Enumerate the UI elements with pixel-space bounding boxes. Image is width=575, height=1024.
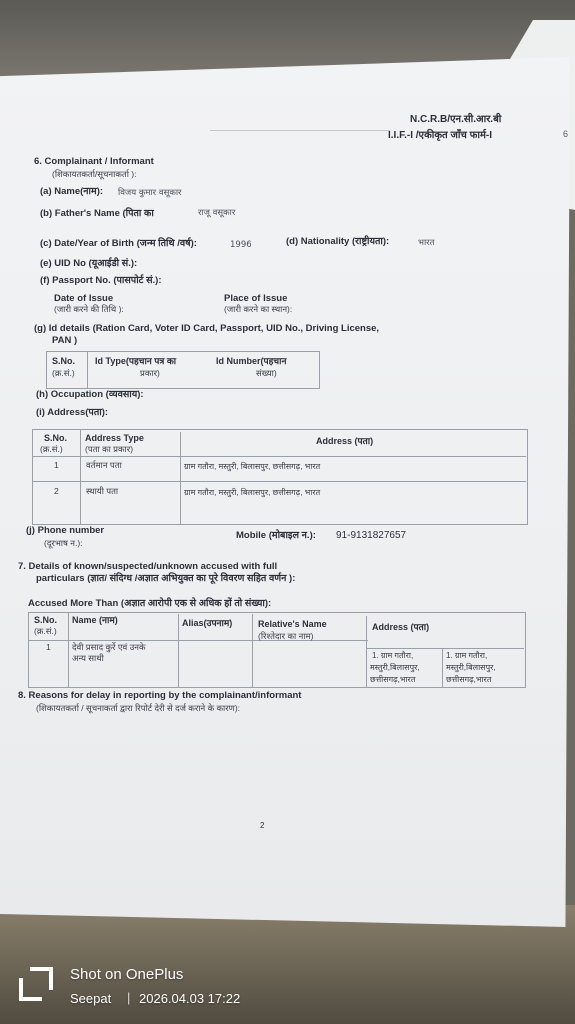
- accused-more-than: Accused More Than (अज्ञात आरोपी एक से अधिक हों तो संख्या):: [28, 598, 272, 609]
- accused-row-address-2-l1: 1. ग्राम गतौरा,: [446, 651, 488, 660]
- section6-title-hi: (शिकायतकर्ता/सूचनाकर्ता ):: [52, 169, 137, 179]
- address-table-divider-2: [180, 432, 181, 524]
- nationality-value: भारत: [418, 238, 435, 248]
- accused-table-divider-2: [178, 614, 179, 687]
- date-of-issue-label: Date of Issue: [54, 293, 114, 304]
- id-col-sno: S.No.: [52, 356, 76, 366]
- header-ncrb: N.C.R.B/एन.सी.आर.बी: [410, 114, 502, 125]
- id-col-number: Id Number(पहचान: [216, 356, 287, 366]
- father-name-value: राजू वसूकार: [198, 208, 236, 218]
- id-details-label: (g) Id details (Ration Card, Voter ID Card, Passport, UID No., Driving License,: [34, 323, 380, 334]
- addr-col-address: Address (पता): [316, 436, 374, 446]
- addr-row-1-type: वर्तमान पता: [86, 460, 122, 470]
- address-table-header-rule: [32, 456, 526, 457]
- addr-col-sno-hi: (क्र.सं.): [40, 444, 63, 454]
- accused-row-sno: 1: [46, 642, 51, 652]
- accused-col-alias: Alias(उपनाम): [182, 618, 233, 628]
- section7-title: 7. Details of known/suspected/unknown accused with full: [18, 561, 278, 572]
- section8-title-hi: (शिकायतकर्ता / सूचनाकर्ता द्वारा रिपोर्ट देरी से दर्ज कराने के कारण):: [36, 703, 241, 713]
- header-form-title: I.I.F.-I /एकीकृत जाँच फार्म-I: [388, 130, 493, 141]
- accused-row-name-2: अन्य साथी: [72, 653, 104, 663]
- accused-row-address-2-l2: मस्तुरी,बिलासपुर,: [446, 663, 496, 672]
- page-number: 2: [260, 821, 265, 830]
- addr-row-2-address: ग्राम गतौरा, मस्तुरी, बिलासपुर, छत्तीसगढ़, भारत: [184, 488, 321, 497]
- accused-col-relative: Relative's Name: [258, 619, 327, 629]
- id-col-number-hi: संख्या): [256, 368, 277, 378]
- accused-table-divider-3: [252, 614, 253, 687]
- section8-title: 8. Reasons for delay in reporting by the complainant/informant: [18, 690, 302, 701]
- section7-title-2: particulars (ज्ञात/ संदिग्ध /अज्ञात अभियुक्त का पूरे विवरण सहित वर्णन ):: [36, 573, 296, 584]
- id-col-sno-hi: (क्र.सं.): [52, 368, 75, 378]
- accused-col-sno: S.No.: [34, 615, 58, 625]
- address-table-row-rule: [32, 481, 526, 482]
- place-of-issue-hi: (जारी करने का स्थान):: [224, 304, 293, 314]
- phone-label: (j) Phone number: [26, 525, 105, 536]
- addr-row-1-sno: 1: [54, 460, 59, 470]
- accused-col-sno-hi: (क्र.सं.): [34, 626, 57, 636]
- accused-col-relative-hi: (रिश्तेदार का नाम): [258, 631, 314, 641]
- id-details-label-2: PAN ): [52, 335, 78, 346]
- passport-label: (f) Passport No. (पासपोर्ट सं.):: [40, 275, 162, 286]
- addr-row-2-sno: 2: [54, 486, 59, 496]
- accused-table-divider-4: [366, 616, 367, 687]
- name-label: (a) Name(नाम):: [40, 186, 104, 197]
- date-of-issue-hi: (जारी करने की तिथि ):: [54, 304, 124, 314]
- accused-table-header-rule-2: [366, 648, 524, 649]
- mobile-value: 91-9131827657: [336, 530, 407, 541]
- occupation-label: (h) Occupation (व्यवसाय):: [36, 389, 144, 400]
- address-label: (i) Address(पता):: [36, 407, 109, 418]
- watermark-datetime: 2026.04.03 17:22: [139, 991, 241, 1006]
- watermark-separator: |: [127, 990, 131, 1005]
- accused-table-divider-5: [442, 648, 443, 687]
- accused-col-name: Name (नाम): [72, 615, 118, 625]
- accused-table-divider-1: [68, 612, 69, 687]
- dob-value: 1996: [230, 240, 252, 250]
- watermark-title: Shot on OnePlus: [70, 966, 184, 983]
- accused-row-address-1-l2: मस्तुरी,बिलासपुर,: [370, 663, 420, 672]
- addr-row-1-address: ग्राम गतौरा, मस्तुरी, बिलासपुर, छत्तीसगढ़, भारत: [184, 462, 321, 471]
- accused-col-address: Address (पता): [372, 622, 430, 632]
- place-of-issue-label: Place of Issue: [224, 293, 288, 304]
- section6-title: 6. Complainant / Informant: [34, 156, 154, 167]
- accused-row-address-1-l3: छत्तीसगढ़,भारत: [370, 675, 416, 684]
- accused-row-name-1: देवी प्रसाद कुर्रे एवं उनके: [72, 642, 146, 652]
- oneplus-camera-icon: [18, 966, 54, 1002]
- addr-row-2-type: स्थायी पता: [86, 486, 119, 496]
- addr-col-sno: S.No.: [44, 433, 68, 443]
- id-table-divider: [87, 351, 88, 389]
- watermark-location: Seepat: [70, 991, 112, 1006]
- id-col-type-hi: प्रकार): [140, 368, 160, 378]
- nationality-label: (d) Nationality (राष्ट्रीयता):: [286, 236, 390, 247]
- header-rule: [210, 130, 390, 131]
- mobile-label: Mobile (मोबाइल न.):: [236, 530, 316, 541]
- id-col-type: Id Type(पहचान पत्र का: [95, 356, 177, 366]
- father-name-label: (b) Father's Name (पिता का: [40, 208, 154, 219]
- addr-col-type-hi: (पता का प्रकार): [85, 444, 134, 454]
- addr-col-type: Address Type: [85, 433, 144, 443]
- name-value: विजय कुमार वसूकार: [118, 188, 182, 198]
- accused-row-address-1-l1: 1. ग्राम गतौरा,: [372, 651, 414, 660]
- address-table-divider-1: [80, 429, 81, 524]
- edge-char: 6: [563, 129, 569, 139]
- dob-label: (c) Date/Year of Birth (जन्म तिथि /वर्ष):: [40, 238, 197, 249]
- phone-label-hi: (दूरभाष न.):: [44, 538, 83, 548]
- uid-label: (e) UID No (यूआईडी सं.):: [40, 258, 138, 269]
- accused-row-address-2-l3: छत्तीसगढ़,भारत: [446, 675, 492, 684]
